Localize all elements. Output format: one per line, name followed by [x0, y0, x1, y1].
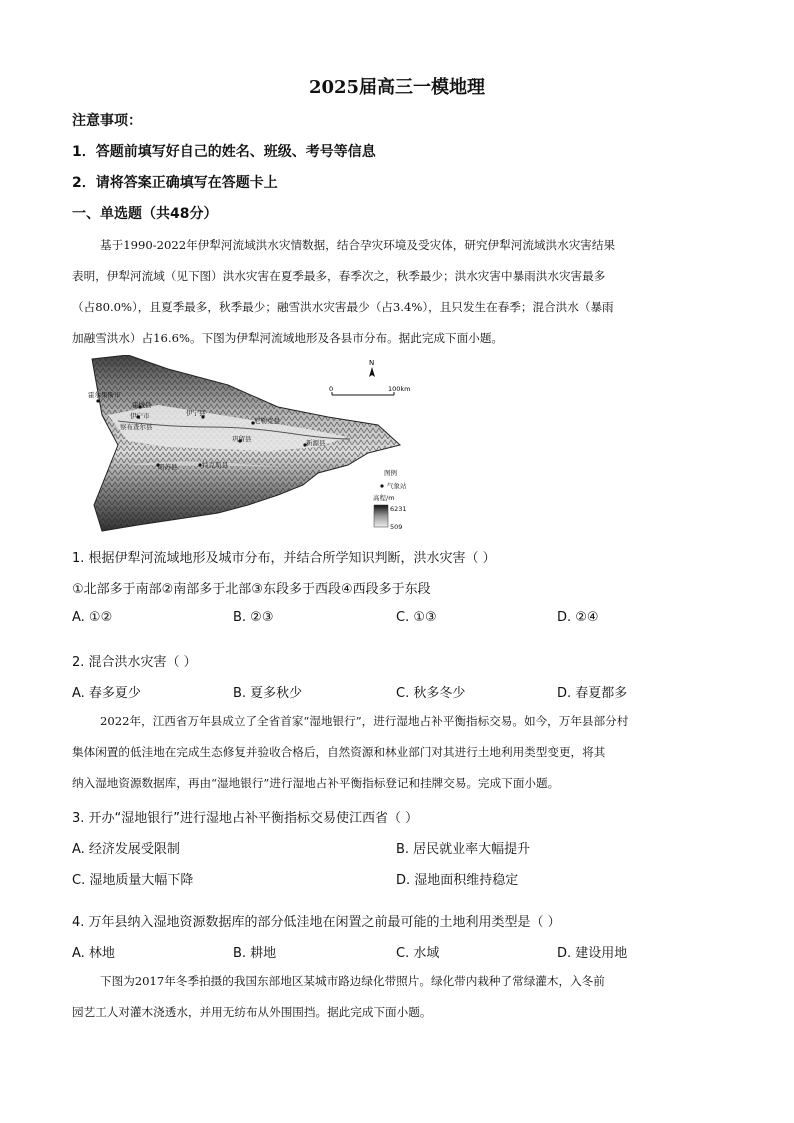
north-label: N	[369, 359, 375, 367]
passage-2-line: 集体闲置的低洼地在完成生态修复并验收合格后，自然资源和林业部门对其进行土地利用类型变更，将其	[72, 745, 606, 759]
q2-option-c[interactable]: C. 秋多冬少	[396, 686, 466, 701]
passage-2-line: 2022年，江西省万年县成立了全省首家“湿地银行”，进行湿地占补平衡指标交易。如今，万年县部分村	[100, 714, 629, 728]
q2-option-d[interactable]: D. 春夏都多	[557, 686, 628, 701]
place-label: 新源县	[306, 439, 326, 447]
place-label: 伊宁县	[186, 409, 206, 417]
legend-station-icon	[380, 484, 383, 487]
scale-end: 100km	[388, 385, 411, 393]
legend-elevation: 高程/m	[373, 494, 395, 502]
passage-1-line: 加融雪洪水）占16.6%。下图为伊犁河流域地形及各县市分布。据此完成下面小题。	[72, 331, 504, 345]
question-4-stem: 4. 万年县纳入湿地资源数据库的部分低洼地在闲置之前最可能的土地利用类型是（ ）	[72, 915, 561, 930]
place-label: 霍尔果斯市	[88, 391, 121, 399]
passage-3-line: 下图为2017年冬季拍摄的我国东部地区某城市路边绿化带照片。绿化带内栽种了常绿灌木，入冬前	[100, 974, 605, 988]
q1-option-b[interactable]: B. ②③	[233, 610, 274, 625]
ili-basin-map	[88, 355, 428, 535]
q3-option-c[interactable]: C. 湿地质量大幅下降	[72, 873, 194, 888]
q3-option-d[interactable]: D. 湿地面积维持稳定	[396, 873, 519, 888]
legend-elev-min: 509	[390, 523, 403, 531]
place-label: 霍城县	[132, 401, 152, 409]
passage-1-line: 基于1990-2022年伊犁河流域洪水灾情数据，结合孕灾环境及受灾体，研究伊犁河流域洪水灾害结果	[100, 238, 616, 252]
passage-3	[72, 966, 720, 1028]
q4-option-d[interactable]: D. 建设用地	[557, 946, 628, 961]
legend-elev-max: 6231	[390, 505, 407, 513]
page-title: 2025届高三一模地理	[308, 77, 486, 98]
q2-option-a[interactable]: A. 春多夏少	[72, 686, 141, 701]
q1-option-c[interactable]: C. ①③	[396, 610, 437, 625]
passage-1	[72, 230, 720, 354]
station-marker	[96, 399, 99, 402]
legend-title: 图例	[384, 469, 397, 477]
map-legend	[373, 468, 407, 531]
question-1-stem: 1. 根据伊犁河流域地形及城市分布，并结合所学知识判断，洪水灾害（ ）	[72, 551, 496, 566]
passage-2-line: 纳入湿地资源数据库，再由“湿地银行”进行湿地占补平衡指标登记和挂牌交易。完成下面小题。	[72, 776, 560, 790]
legend-station: 气象站	[387, 482, 407, 490]
q2-option-b[interactable]: B. 夏多秋少	[233, 686, 303, 701]
notice-item-1: 1．答题前填写好自己的姓名、班级、考号等信息	[72, 144, 376, 160]
place-label: 尼勒克县	[254, 417, 280, 425]
q1-option-a[interactable]: A. ①②	[72, 610, 113, 625]
passage-2	[72, 706, 720, 799]
q3-option-a[interactable]: A. 经济发展受限制	[72, 842, 180, 857]
place-label: 巩留县	[232, 435, 252, 443]
notice-heading: 注意事项：	[72, 113, 142, 129]
place-label: 特克斯县	[202, 461, 228, 469]
q4-option-b[interactable]: B. 耕地	[233, 946, 277, 961]
q3-option-b[interactable]: B. 居民就业率大幅提升	[396, 842, 531, 857]
notice-item-2: 2．请将答案正确填写在答题卡上	[72, 175, 278, 191]
place-label: 察布查尔县	[120, 423, 153, 431]
question-2-stem: 2. 混合洪水灾害（ ）	[72, 655, 197, 670]
scale-zero: 0	[329, 385, 334, 393]
basin-relief	[92, 355, 403, 531]
q4-option-a[interactable]: A. 林地	[72, 946, 115, 961]
place-label: 伊宁市	[130, 412, 150, 420]
section-heading: 一、单选题（共48分）	[72, 206, 218, 222]
passage-1-line: （占80.0%），且夏季最多，秋季最少；融雪洪水灾害最少（占3.4%），且只发生在春季；混合洪水（暴雨	[72, 300, 614, 314]
scale-bar	[329, 385, 411, 395]
question-3-stem: 3. 开办“湿地银行”进行湿地占补平衡指标交易使江西省（ ）	[72, 811, 419, 826]
question-1-statements: ①北部多于南部②南部多于北部③东段多于西段④西段多于东段	[72, 582, 431, 597]
q4-option-c[interactable]: C. 水域	[396, 946, 440, 961]
north-arrow	[369, 359, 375, 377]
place-label: 昭苏县	[158, 463, 178, 471]
passage-1-line: 表明，伊犁河流域（见下图）洪水灾害在夏季最多，春季次之，秋季最少；洪水灾害中暴雨洪水灾害最多	[72, 269, 606, 283]
q1-option-d[interactable]: D. ②④	[557, 610, 599, 625]
passage-3-line: 园艺工人对灌木浇透水，并用无纺布从外围围挡。据此完成下面小题。	[72, 1005, 432, 1019]
